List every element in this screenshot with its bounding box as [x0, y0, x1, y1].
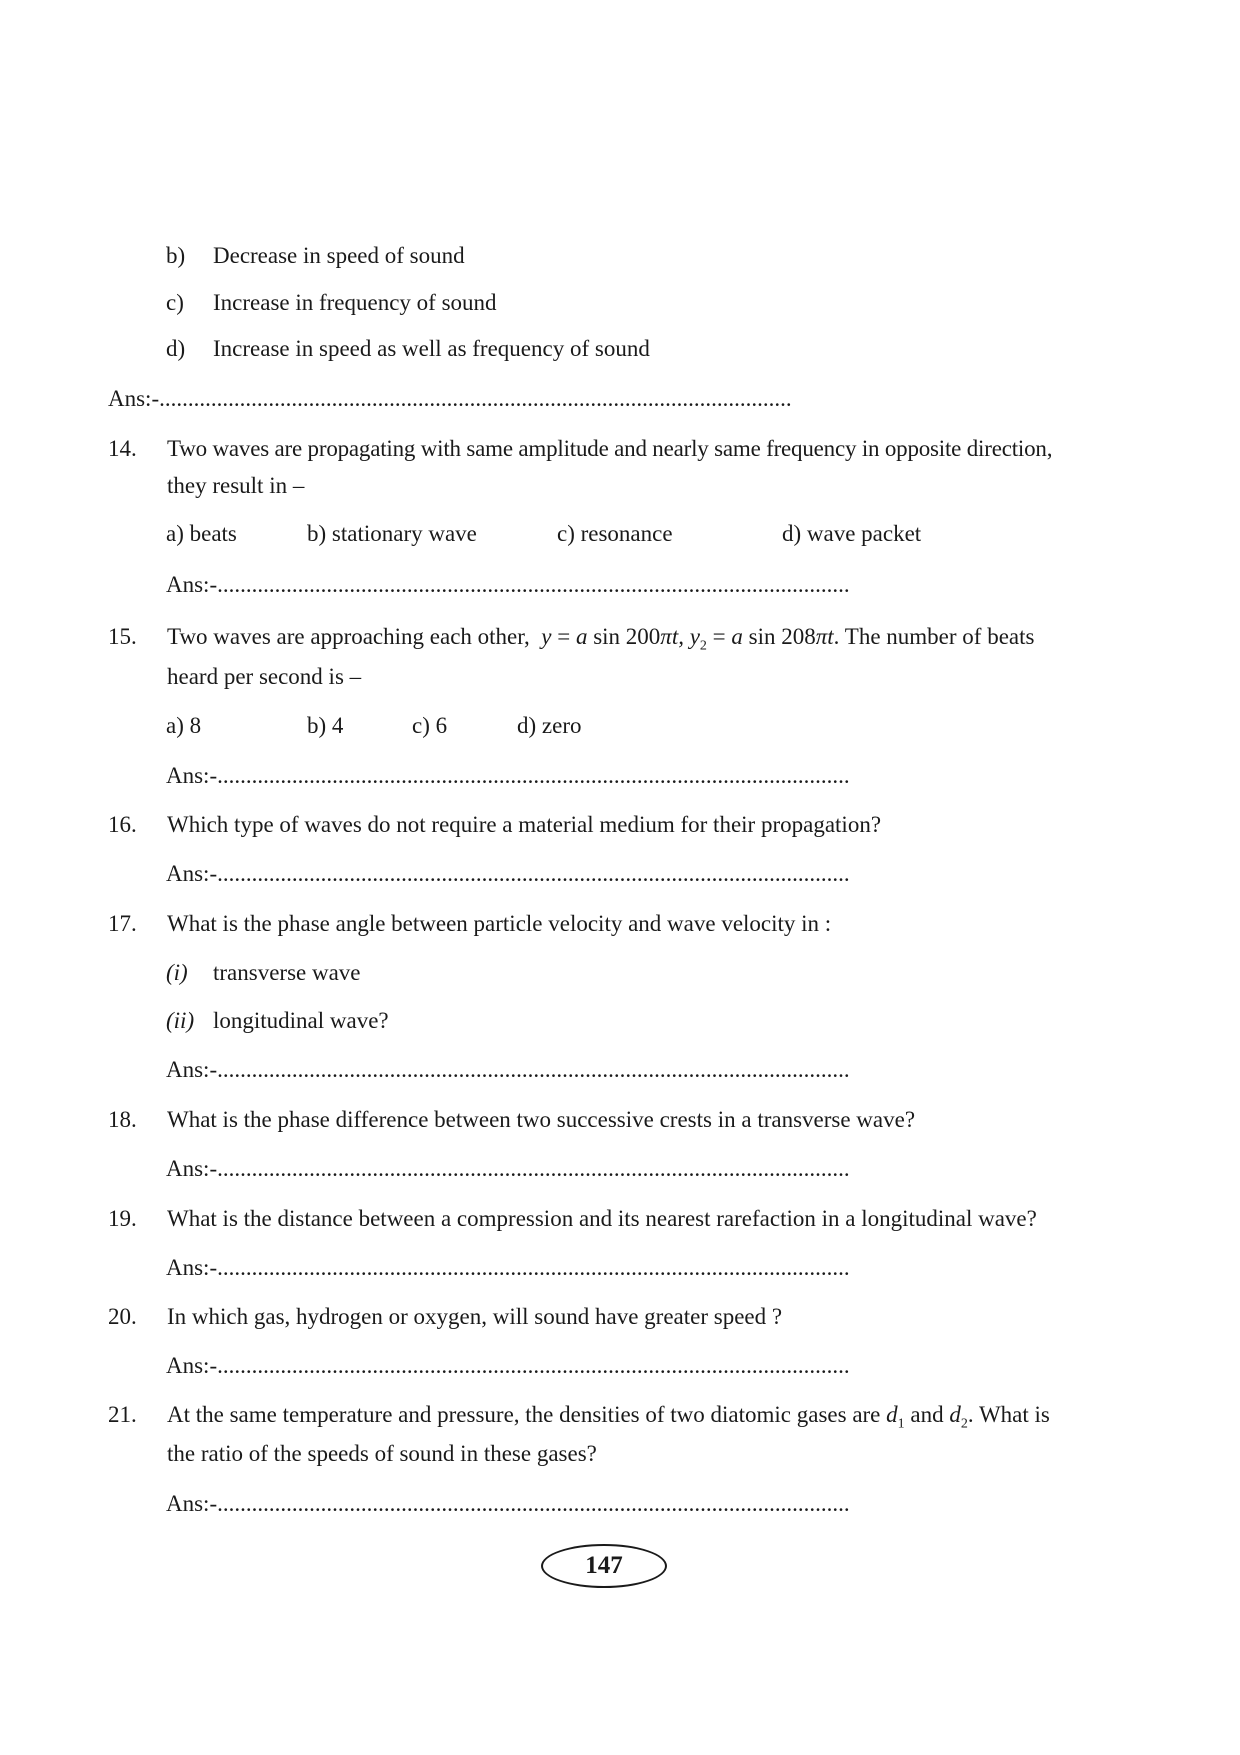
q14-text-line1: Two waves are propagating with same amplitude and nearly same frequency in opposite direction,	[167, 436, 1053, 461]
q15-number: 15.	[108, 624, 137, 649]
q13-answer-line: Ans:-..............................................................................................................	[108, 386, 792, 411]
q14-option-d: d) wave packet	[782, 521, 922, 546]
q18-answer-line: Ans:-..............................................................................................................	[166, 1156, 850, 1181]
q21-number: 21.	[108, 1402, 137, 1427]
q15-option-d: d) zero	[517, 713, 582, 738]
q15-equation: y = a sin 200πt, $y_2 = a$ sin 208πt.	[535, 624, 840, 654]
q14-option-b: b) stationary wave	[307, 521, 477, 546]
q21-text-line1	[167, 1403, 1050, 1432]
q14-option-c: c) resonance	[557, 521, 673, 546]
option-d-letter: d)	[166, 336, 186, 361]
q20-text: In which gas, hydrogen or oxygen, will sound have greater speed ?	[167, 1304, 783, 1329]
q21-d1: $d_1$	[886, 1402, 905, 1432]
q17-text: What is the phase angle between particle velocity and wave velocity in :	[167, 911, 832, 936]
q18-number: 18.	[108, 1107, 137, 1132]
q16-text: Which type of waves do not require a material medium for their propagation?	[167, 812, 882, 837]
q21-answer-line: Ans:-..............................................................................................................	[166, 1491, 850, 1516]
q16-answer-line: Ans:-..............................................................................................................	[166, 861, 850, 886]
q14-answer-line: Ans:-..............................................................................................................	[166, 572, 850, 597]
q21-text-after: . What is	[967, 1402, 1050, 1427]
q19-answer-line: Ans:-..............................................................................................................	[166, 1255, 850, 1280]
q15-answer-line: Ans:-..............................................................................................................	[166, 763, 850, 788]
q21-text-line2: the ratio of the speeds of sound in these gases?	[167, 1441, 597, 1466]
q20-answer-line: Ans:-..............................................................................................................	[166, 1353, 850, 1378]
q17-part-ii-text: longitudinal wave?	[213, 1008, 389, 1033]
q15-text-line2: heard per second is –	[167, 664, 362, 689]
q15-option-c: c) 6	[412, 713, 448, 738]
q21-and: and	[910, 1402, 944, 1427]
q19-number: 19.	[108, 1206, 137, 1231]
q17-part-i-label: (i)	[166, 960, 188, 985]
q15-text-after: The number of beats	[844, 624, 1035, 649]
page-number-badge	[541, 1544, 667, 1588]
q21-text-before: At the same temperature and pressure, the densities of two diatomic gases are	[167, 1402, 881, 1427]
option-c-letter: c)	[166, 290, 184, 315]
q15-text-line1	[167, 625, 1034, 654]
option-d-text: Increase in speed as well as frequency of sound	[213, 336, 650, 361]
q14-option-a: a) beats	[166, 521, 237, 546]
q14-number: 14.	[108, 436, 137, 461]
q17-answer-line: Ans:-..............................................................................................................	[166, 1057, 850, 1082]
page-number: 147	[585, 1552, 623, 1579]
q17-part-i-text: transverse wave	[213, 960, 361, 985]
option-c-text: Increase in frequency of sound	[213, 290, 497, 315]
q15-option-b: b) 4	[307, 713, 344, 738]
q15-text-before: Two waves are approaching each other,	[167, 624, 530, 649]
q15-option-a: a) 8	[166, 713, 202, 738]
q21-d2: $d_2$	[949, 1402, 968, 1432]
q17-part-ii-label: (ii)	[166, 1008, 195, 1033]
q16-number: 16.	[108, 812, 137, 837]
option-b-letter: b)	[166, 243, 186, 268]
q20-number: 20.	[108, 1304, 137, 1329]
option-b-text: Decrease in speed of sound	[213, 243, 465, 268]
q19-text: What is the distance between a compression and its nearest rarefaction in a longitudinal wave?	[167, 1206, 1037, 1231]
q17-number: 17.	[108, 911, 137, 936]
q18-text: What is the phase difference between two successive crests in a transverse wave?	[167, 1107, 916, 1132]
q14-text-line2: they result in –	[167, 473, 305, 498]
